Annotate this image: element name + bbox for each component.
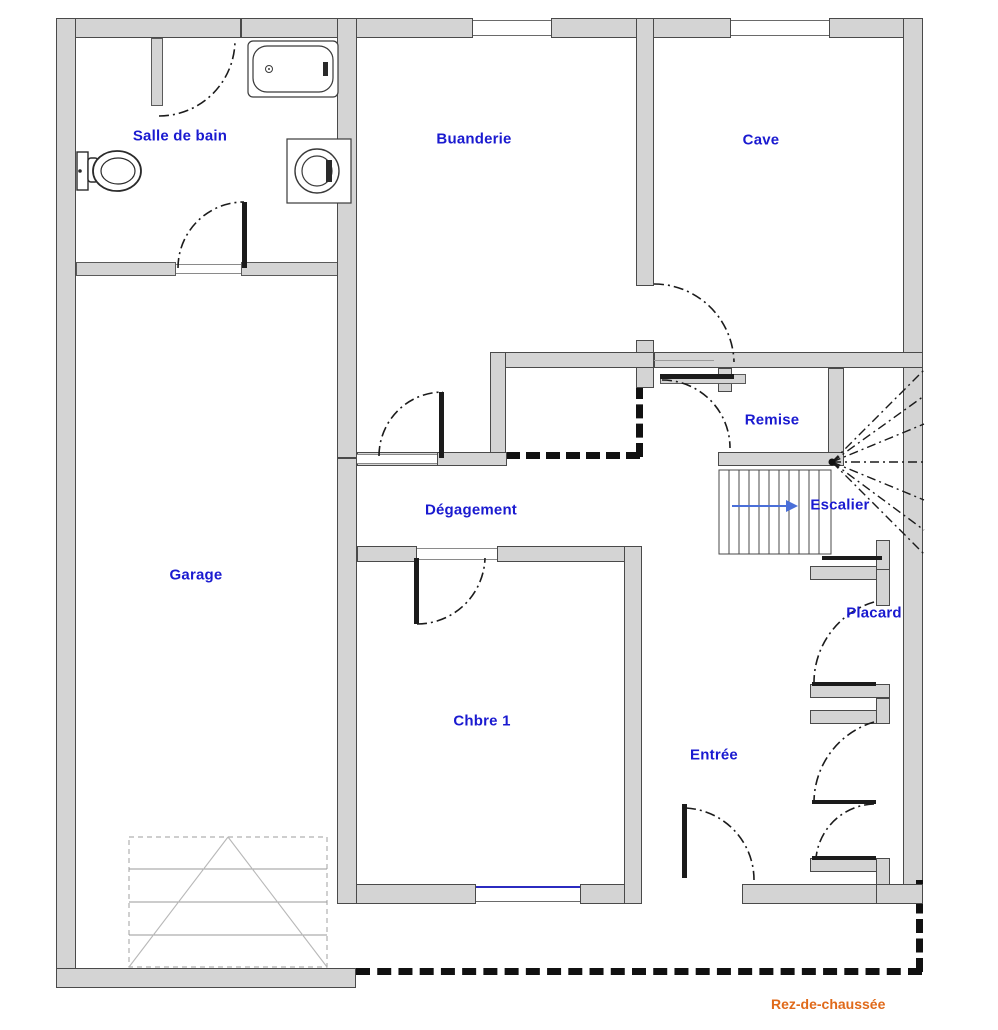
wall-bath-garage — [76, 262, 176, 276]
room-label-escalier: Escalier — [810, 496, 870, 514]
door-leaf-chbre1 — [414, 558, 419, 624]
door-swing-placard-3 — [812, 802, 876, 860]
wall-exterior-left — [56, 18, 76, 988]
room-label-cave: Cave — [742, 131, 780, 149]
wall-garage-right — [337, 18, 357, 458]
wall-placard-right — [876, 566, 890, 606]
washing-machine-fixture — [286, 138, 352, 204]
room-label-garage: Garage — [169, 566, 223, 584]
wall-exterior-top-left — [56, 18, 241, 38]
door-swing-cave — [652, 282, 736, 364]
window-cave-top — [731, 20, 829, 36]
wall-exterior-top-seg2 — [241, 18, 473, 38]
staircase-winder-fan — [826, 362, 926, 558]
dashed-wall-buanderie — [636, 385, 643, 457]
wall-bottom-chbre-left — [356, 884, 476, 904]
bathtub-fixture — [247, 40, 339, 98]
dashed-wall-degagement — [506, 452, 640, 459]
wall-chbre1-top — [357, 546, 417, 562]
wall-exterior-bottom-garage — [56, 968, 356, 988]
wall-placard-mid — [810, 684, 890, 698]
wall-bath-garage-right — [241, 262, 351, 276]
garage-door — [128, 836, 328, 968]
door-swing-chbre1 — [415, 556, 489, 626]
wall-garage-right-lower — [337, 458, 357, 904]
door-swing-degagement-top — [377, 390, 447, 460]
room-label-placard: Placard — [846, 604, 902, 622]
window-buanderie-top — [473, 20, 551, 36]
toilet-fixture — [76, 140, 144, 202]
window-chbre1-bottom — [476, 886, 580, 902]
door-swing-placard-2 — [812, 720, 876, 806]
door-swing-remise — [660, 378, 732, 450]
room-label-salle-de-bain: Salle de bain — [132, 127, 228, 145]
plan-caption: Rez-de-chaussée — [771, 996, 886, 1012]
room-label-entree: Entrée — [690, 746, 738, 764]
wall-placard-right2 — [876, 698, 890, 724]
door-leaf-degagement-top — [439, 392, 444, 458]
wall-chbre1-entree — [624, 546, 642, 904]
room-label-chbre-1: Chbre 1 — [453, 712, 511, 730]
door-swing-bathroom-top — [157, 38, 249, 118]
room-label-buanderie: Buanderie — [436, 130, 512, 148]
room-label-remise: Remise — [744, 411, 800, 429]
door-leaf-placard-3 — [812, 856, 876, 860]
door-swing-entree — [684, 806, 756, 882]
room-label-degagement: Dégagement — [424, 501, 518, 519]
wall-buanderie-bottom — [490, 352, 654, 368]
dashed-boundary-bottom — [356, 968, 922, 975]
door-leaf-bathroom-garage — [242, 202, 247, 268]
door-leaf-placard-1 — [812, 682, 876, 686]
wall-degagement-top-right — [437, 452, 507, 466]
wall-buanderie-bottom-left — [490, 352, 506, 458]
wall-chbre1-top-right — [497, 546, 642, 562]
wall-buanderie-cave — [636, 18, 654, 286]
door-leaf-entree — [682, 804, 687, 878]
stair-rail-bottom — [822, 556, 882, 560]
door-sill-chbre1 — [476, 886, 580, 888]
door-leaf-remise — [660, 374, 734, 379]
wall-entree-bottom-right — [876, 884, 923, 904]
